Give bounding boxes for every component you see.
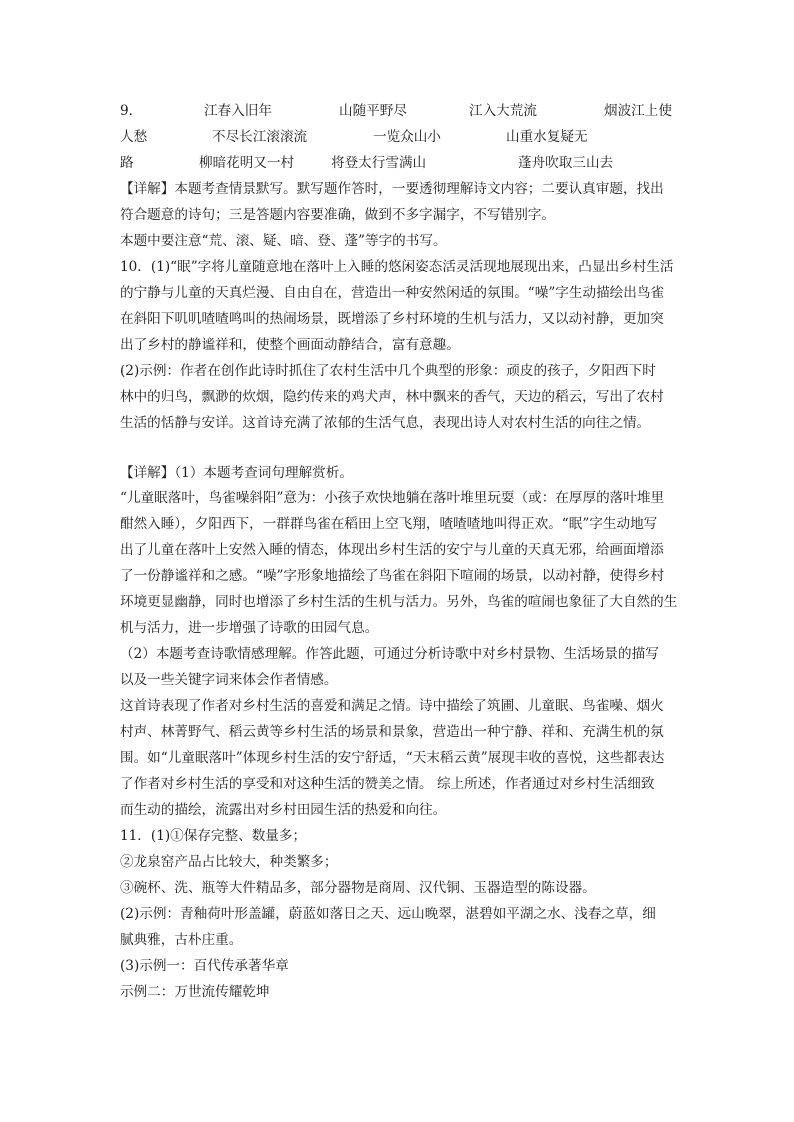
- q10-detail-line: 了作者对乡村生活的享受和对这种生活的赞美之情。 综上所述，作者通过对乡村生活细致: [120, 776, 655, 792]
- q10-detail-line: 了一份静谧祥和之感。“噪”字形象地描绘了鸟雀在斜阳下喧闹的场景，以动衬静，使得乡村: [120, 568, 665, 584]
- q10-answer-line: 10．(1)“眠”字将儿童随意地在落叶上入睡的悠闲姿态活灵活现地展现出来，凸显出乡村生活: [120, 259, 674, 275]
- answer-cell: 柳暗花明又一村: [199, 155, 295, 171]
- q10-detail-line: 出了儿童在落叶上安然入睡的情态，体现出乡村生活的安宁与儿童的天真无邪，给画面增添: [120, 542, 664, 558]
- q10-answer-line: 出了乡村的静谧祥和，使整个画面动静结合，富有意趣。: [120, 337, 460, 353]
- answer-cell: 江入大荒流: [469, 103, 537, 119]
- answer-cell: 山随平野尽: [339, 103, 407, 119]
- q10-answer-line: 生活的恬静与安详。这首诗充满了浓郁的生活气息，表现出诗人对农村生活的向往之情。: [120, 415, 651, 431]
- q10-detail-line: 这首诗表现了作者对乡村生活的喜爱和满足之情。诗中描绘了筑圃、儿童眠、鸟雀噪、烟火: [120, 698, 664, 714]
- answer-cell: 烟波江上使: [604, 103, 672, 119]
- q10-detail-line: 围。如“儿童眠落叶”体现乡村生活的安宁舒适，“天末稻云黄”展现丰收的喜悦，这些都表达: [120, 750, 665, 766]
- q11-answer-line: 示例二：万世流传耀乾坤: [120, 984, 270, 1000]
- answer-cell: 蓬舟吹取三山去: [518, 155, 614, 171]
- q10-detail-line: （2）本题考查诗歌情感理解。作答此题，可通过分析诗歌中对乡村景物、生活场景的描写: [120, 646, 659, 662]
- q9-detail-line: 本题中要注意“荒、滚、疑、暗、登、蓬”等字的书写。: [120, 233, 447, 249]
- q10-answer-line: 的宁静与儿童的天真烂漫、自由自在，营造出一种安然闲适的氛围。“噪”字生动描绘出鸟雀: [120, 285, 665, 301]
- q10-answer-line: (2)示例：作者在创作此诗时抓住了农村生活中几个典型的形象：顽皮的孩子，夕阳西下时: [120, 363, 656, 379]
- answer-cell: 不尽长江滚滚流: [212, 129, 308, 145]
- q10-answer-line: 在斜阳下叽叽喳喳鸣叫的热闹场景，既增添了乡村环境的生机与活力，又以动衬静，更加突: [120, 311, 664, 327]
- q11-answer-line: 11．(1)①保存完整、数量多；: [120, 828, 307, 844]
- answer-cell: 路: [120, 155, 134, 171]
- q10-answer-line: 林中的归鸟，飘渺的炊烟，隐约传来的鸡犬声，林中飘来的香气，天边的稻云，写出了农村: [120, 389, 664, 405]
- q11-answer-line: (3)示例一：百代传承著华章: [120, 958, 289, 974]
- answer-cell: 一览众山小: [373, 129, 441, 145]
- q10-detail-line: 而生动的描绘，流露出对乡村田园生活的热爱和向往。: [120, 802, 447, 818]
- q9-number: 9．: [120, 103, 143, 119]
- q11-answer-line: ②龙泉窑产品占比较大，种类繁多；: [120, 854, 338, 870]
- q10-detail-line: 村声、林菁野气、稻云黄等乡村生活的场景和景象，营造出一种宁静、祥和、充满生机的氛: [120, 724, 664, 740]
- q9-detail-line: 符合题意的诗句；三是答题内容要准确，做到不多字漏字，不写错别字。: [120, 207, 555, 223]
- q10-detail-line: 以及一些关键字词来体会作者情感。: [120, 672, 338, 688]
- q10-detail-line: 【详解】（1）本题考查词句理解赏析。: [120, 465, 353, 481]
- q10-detail-line: 机与活力，进一步增强了诗歌的田园气息。: [120, 620, 379, 636]
- q9-detail-line: 【详解】本题考查情景默写。默写题作答时，一要透彻理解诗文内容；二要认真审题，找出: [120, 181, 664, 197]
- q9-answer-row-3: [120, 153, 680, 173]
- q11-answer-line: ③碗杯、洗、瓶等大件精品多，部分器物是商周、汉代铜、玉器造型的陈设器。: [120, 880, 596, 896]
- q10-detail-line: “儿童眠落叶，鸟雀噪斜阳”意为：小孩子欢快地躺在落叶堆里玩耍（或：在厚厚的落叶堆里: [120, 490, 665, 506]
- answer-cell: 江春入旧年: [204, 103, 272, 119]
- q11-answer-line: 腻典雅，古朴庄重。: [120, 932, 243, 948]
- q10-detail-line: 酣然入睡），夕阳西下，一群群鸟雀在稻田上空飞翔，喳喳喳地叫得正欢。“眠”字生动地写: [120, 516, 658, 532]
- q9-answer-row-1: [120, 101, 680, 121]
- answer-cell: 将登太行雪满山: [331, 155, 427, 171]
- answer-cell: 人愁: [120, 129, 148, 145]
- q10-detail-line: 环境更显幽静，同时也增添了乡村生活的生机与活力。另外，鸟雀的喧闹也象征了大自然的生: [120, 594, 678, 610]
- answer-cell: 山重水复疑无: [506, 129, 588, 145]
- q11-answer-line: (2)示例：青釉荷叶形盖罐，蔚蓝如落日之天、远山晚翠，湛碧如平湖之水、浅春之草，细: [120, 906, 656, 922]
- q9-answer-row-2: [120, 127, 680, 147]
